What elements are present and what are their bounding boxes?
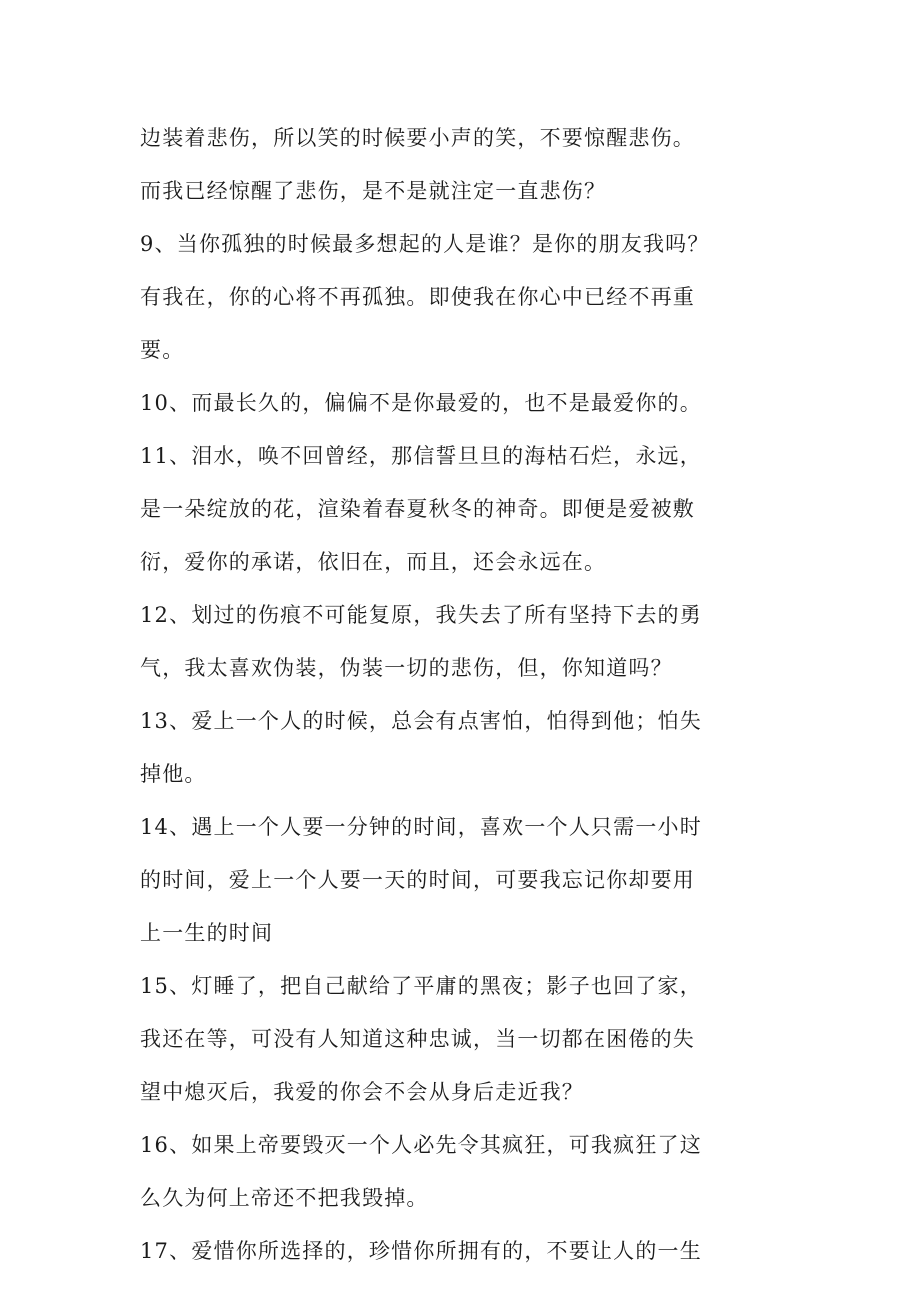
text-line: 衍，爱你的承诺，依旧在，而且，还会永远在。 [140, 550, 607, 574]
text-line: 12、划过的伤痕不可能复原，我失去了所有坚持下去的勇 [140, 603, 702, 627]
text-line: 17、爱惜你所选择的，珍惜你所拥有的，不要让人的一生 [140, 1239, 702, 1263]
text-line: 掉他。 [140, 762, 207, 786]
text-line: 而我已经惊醒了悲伤，是不是就注定一直悲伤？ [140, 179, 607, 203]
text-line: 边装着悲伤，所以笑的时候要小声的笑，不要惊醒悲伤。 [140, 126, 695, 150]
text-line: 11、泪水，唤不回曾经，那信誓旦旦的海枯石烂，永远， [140, 444, 702, 468]
text-line: 10、而最长久的，偏偏不是你最爱的，也不是最爱你的。 [140, 391, 702, 415]
text-line: 气，我太喜欢伪装，伪装一切的悲伤，但，你知道吗？ [140, 656, 673, 680]
text-line: 15、灯睡了，把自己献给了平庸的黑夜；影子也回了家， [140, 974, 702, 998]
text-line: 的时间，爱上一个人要一天的时间，可要我忘记你却要用 [140, 868, 695, 892]
text-line: 有我在，你的心将不再孤独。即使我在你心中已经不再重 [140, 285, 695, 309]
text-line: 望中熄灭后，我爱的你会不会从身后走近我？ [140, 1080, 584, 1104]
text-line: 14、遇上一个人要一分钟的时间，喜欢一个人只需一小时 [140, 815, 702, 839]
text-line: 上一生的时间 [140, 921, 274, 945]
text-line: 9、当你孤独的时候最多想起的人是谁？是你的朋友我吗？ [140, 232, 710, 256]
text-line: 16、如果上帝要毁灭一个人必先令其疯狂，可我疯狂了这 [140, 1133, 702, 1157]
text-line: 13、爱上一个人的时候，总会有点害怕，怕得到他；怕失 [140, 709, 702, 733]
document-body [140, 112, 770, 1278]
text-line: 么久为何上帝还不把我毁掉。 [140, 1186, 429, 1210]
text-line: 是一朵绽放的花，渲染着春夏秋冬的神奇。即便是爱被敷 [140, 497, 695, 521]
text-line: 要。 [140, 338, 185, 362]
text-line: 我还在等，可没有人知道这种忠诚，当一切都在困倦的失 [140, 1027, 695, 1051]
